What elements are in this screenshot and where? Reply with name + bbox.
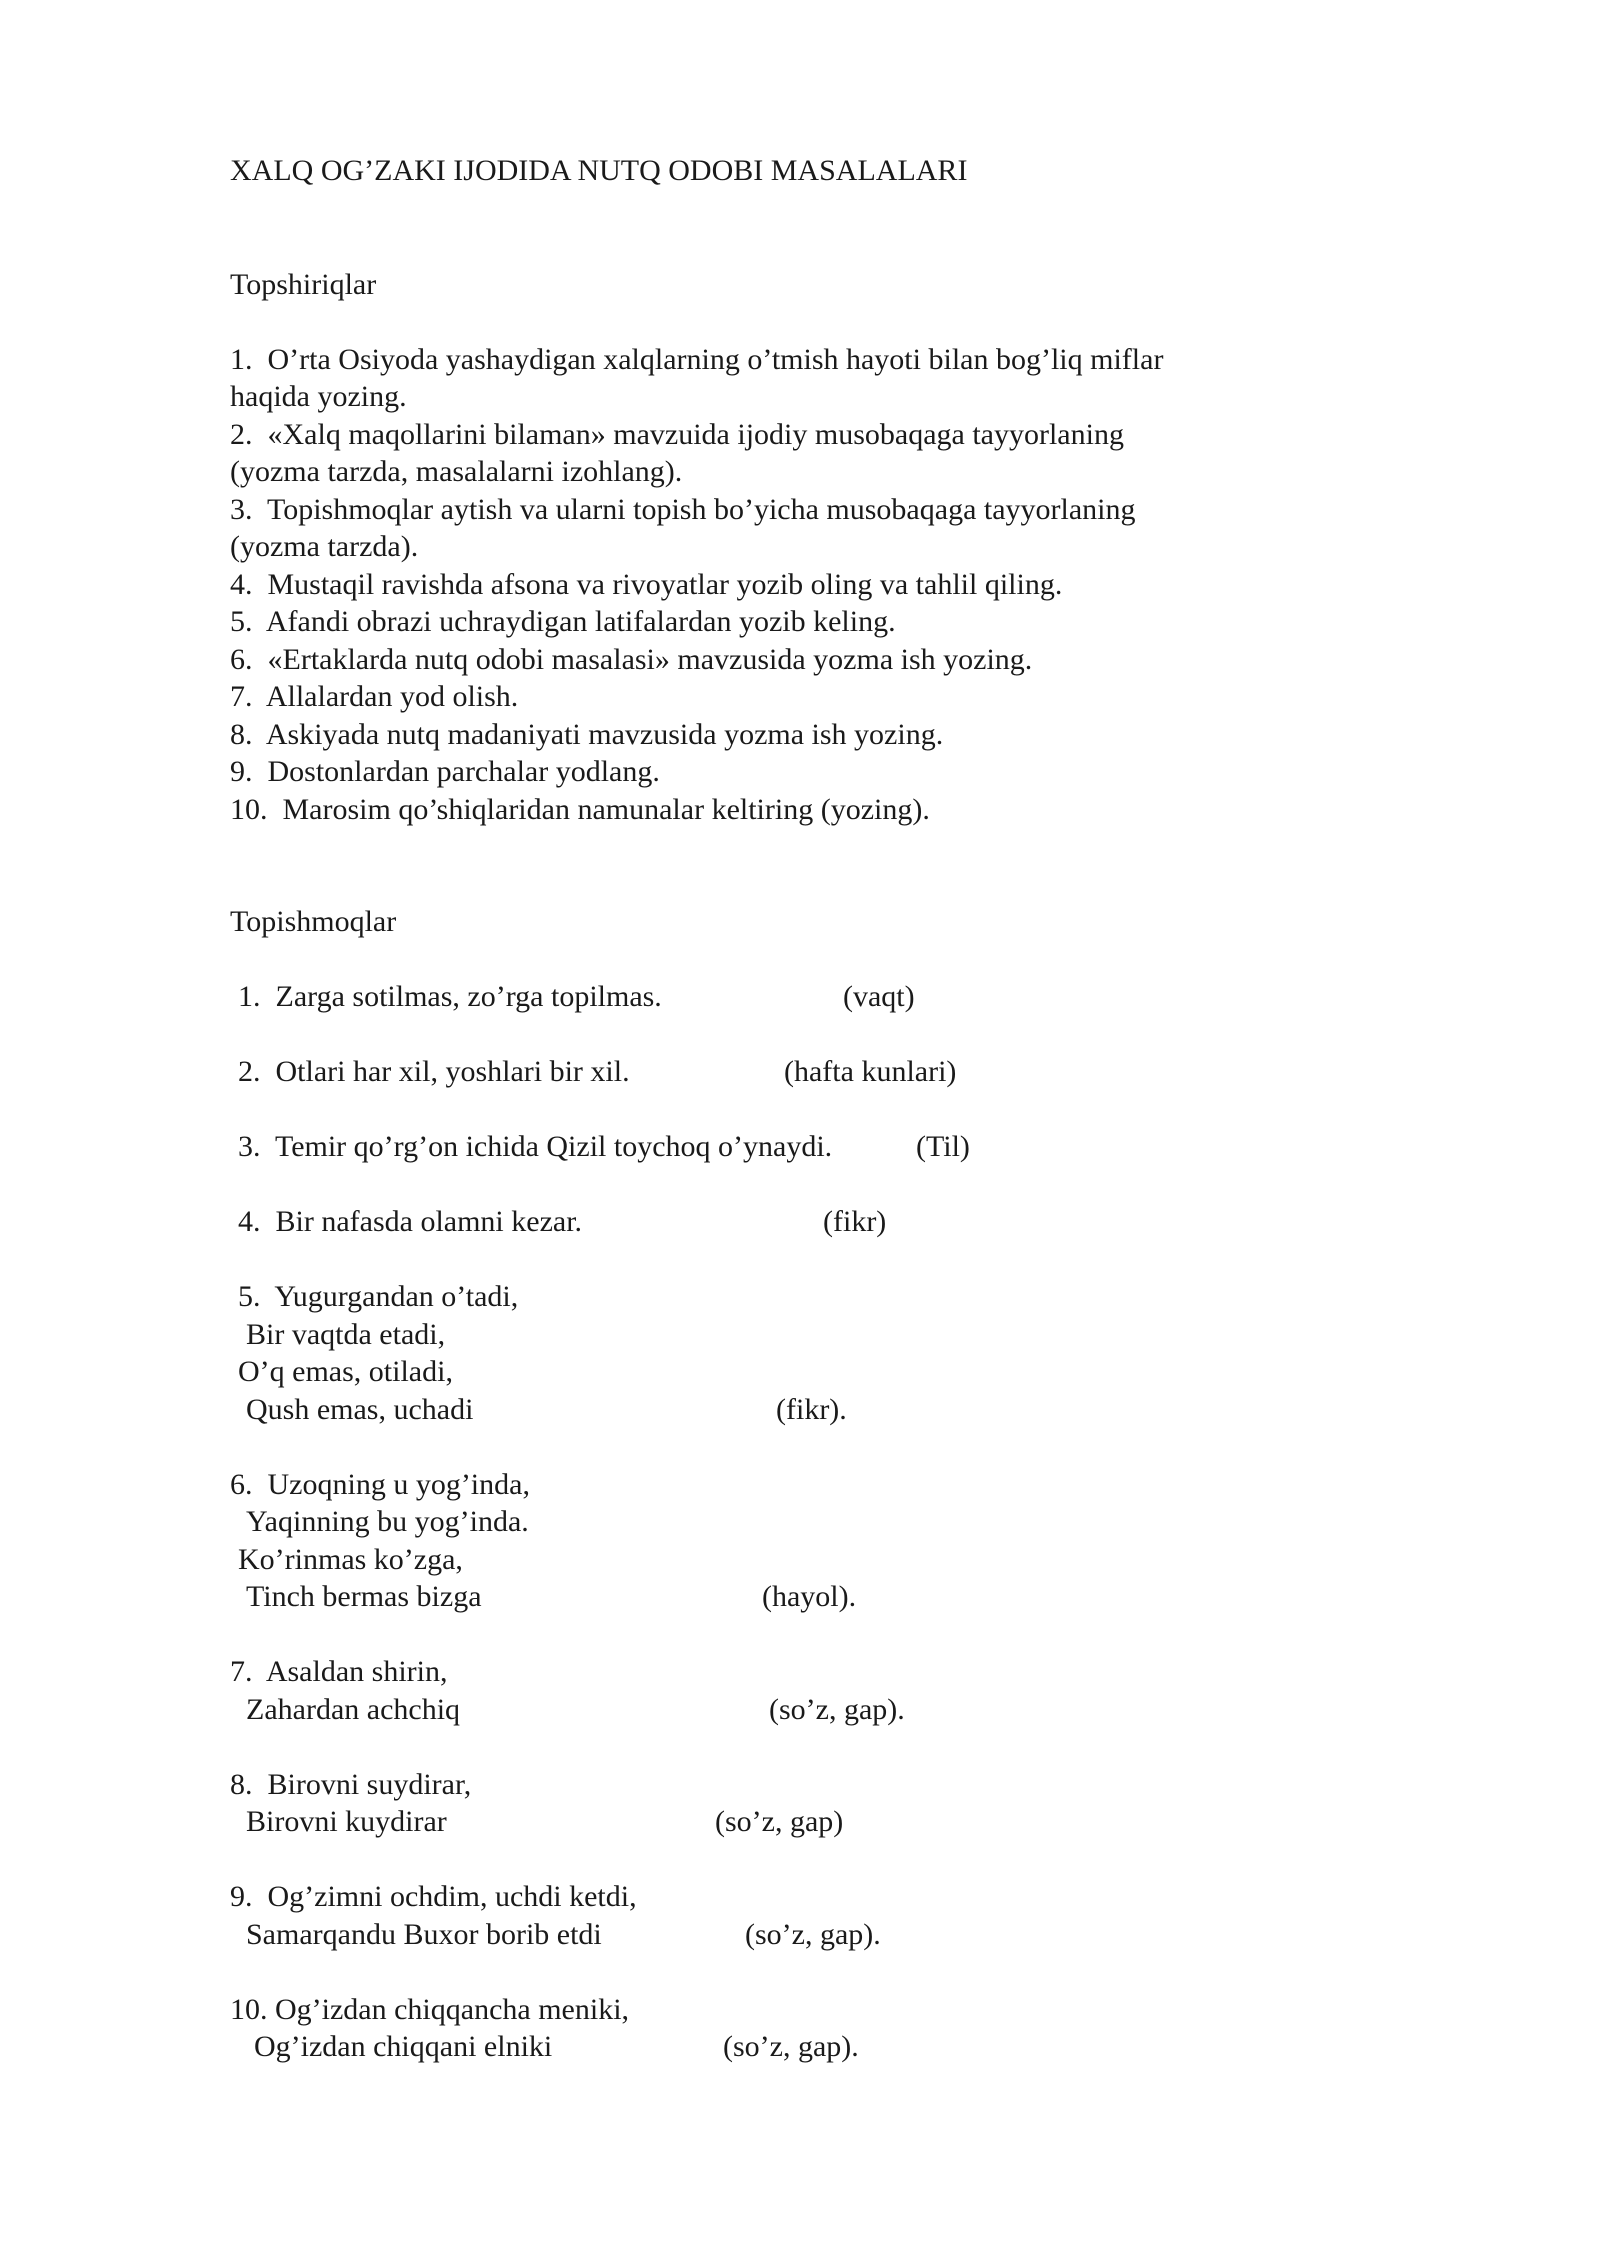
- riddle-answer: (fikr): [823, 1205, 887, 1238]
- riddle-answer: (hayol).: [762, 1580, 857, 1613]
- riddle-answer: (hafta kunlari): [784, 1055, 957, 1088]
- task-line: (yozma tarzda, masalalarni izohlang).: [230, 455, 683, 488]
- riddle-line: 10. Og’izdan chiqqancha meniki,: [230, 1993, 630, 2026]
- riddles-heading: Topishmoqlar: [230, 905, 397, 938]
- riddle-answer: (vaqt): [843, 980, 915, 1013]
- riddle-line: Og’izdan chiqqani elniki: [254, 2030, 553, 2063]
- task-line: (yozma tarzda).: [230, 530, 419, 563]
- riddle-answer: (fikr).: [776, 1393, 847, 1426]
- riddle-answer: (so’z, gap).: [769, 1693, 905, 1726]
- task-line: 3. Topishmoqlar aytish va ularni topish bo’yicha musobaqaga tayyorlaning: [230, 493, 1136, 526]
- riddle-answer: (so’z, gap): [715, 1805, 844, 1838]
- task-line: 9. Dostonlardan parchalar yodlang.: [230, 755, 660, 788]
- riddle-line: Samarqandu Buxor borib etdi: [246, 1918, 602, 1951]
- page-title: XALQ OG’ZAKI IJODIDA NUTQ ODOBI MASALALARI: [230, 154, 968, 187]
- riddle-line: 9. Og’zimni ochdim, uchdi ketdi,: [230, 1880, 637, 1913]
- riddle-line: Ko’rinmas ko’zga,: [238, 1543, 463, 1576]
- task-line: 2. «Xalq maqollarini bilaman» mavzuida ijodiy musobaqaga tayyorlaning: [230, 418, 1124, 451]
- task-line: 10. Marosim qo’shiqlaridan namunalar keltiring (yozing).: [230, 793, 930, 826]
- riddle-line: 8. Birovni suydirar,: [230, 1768, 472, 1801]
- task-line: 1. O’rta Osiyoda yashaydigan xalqlarning o’tmish hayoti bilan bog’liq miflar: [230, 343, 1164, 376]
- riddle-line: 7. Asaldan shirin,: [230, 1655, 448, 1688]
- riddle-line: O’q emas, otiladi,: [238, 1355, 453, 1388]
- task-line: 8. Askiyada nutq madaniyati mavzusida yozma ish yozing.: [230, 718, 944, 751]
- riddle-line: 6. Uzoqning u yog’inda,: [230, 1468, 530, 1501]
- riddle-answer: (so’z, gap).: [723, 2030, 859, 2063]
- task-line: 6. «Ertaklarda nutq odobi masalasi» mavzusida yozma ish yozing.: [230, 643, 1033, 676]
- riddle-line: Birovni kuydirar: [246, 1805, 447, 1838]
- riddle-answer: (Til): [916, 1130, 970, 1163]
- riddle-line: 5. Yugurgandan o’tadi,: [238, 1280, 519, 1313]
- riddle-line: 1. Zarga sotilmas, zo’rga topilmas.: [238, 980, 662, 1013]
- riddle-line: 2. Otlari har xil, yoshlari bir xil.: [238, 1055, 630, 1088]
- task-line: 7. Allalardan yod olish.: [230, 680, 519, 713]
- riddle-line: 3. Temir qo’rg’on ichida Qizil toychoq o’ynaydi.: [238, 1130, 833, 1163]
- tasks-heading: Topshiriqlar: [230, 268, 377, 301]
- riddle-line: Zahardan achchiq: [246, 1693, 461, 1726]
- riddle-line: Tinch bermas bizga: [246, 1580, 482, 1613]
- task-line: 4. Mustaqil ravishda afsona va rivoyatlar yozib oling va tahlil qiling.: [230, 568, 1063, 601]
- riddle-answer: (so’z, gap).: [745, 1918, 881, 1951]
- task-line: haqida yozing.: [230, 380, 407, 413]
- task-line: 5. Afandi obrazi uchraydigan latifalardan yozib keling.: [230, 605, 896, 638]
- riddle-line: Bir vaqtda etadi,: [246, 1318, 446, 1351]
- riddle-line: Yaqinning bu yog’inda.: [246, 1505, 529, 1538]
- riddle-line: Qush emas, uchadi: [246, 1393, 474, 1426]
- riddle-line: 4. Bir nafasda olamni kezar.: [238, 1205, 583, 1238]
